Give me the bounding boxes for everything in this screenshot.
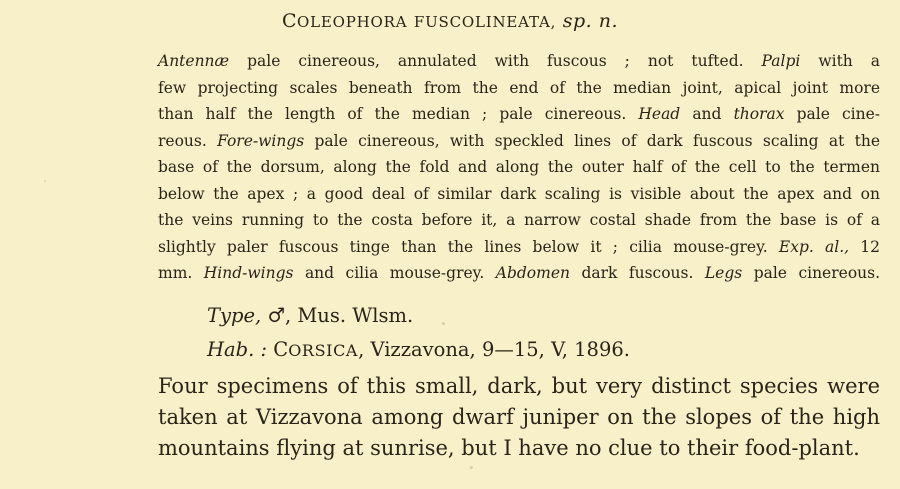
species-heading <box>0 10 900 32</box>
notes-paragraph <box>158 371 880 464</box>
description-text: base of the dorsum, along the fold and along the outer half of the cell to the termen <box>158 158 880 176</box>
italic-term: Fore-wings <box>217 131 305 150</box>
genus-rest: OLEOPHORA <box>297 13 408 31</box>
description-text: the veins running to the costa before it, a narrow costal shade from the base is of a <box>158 211 880 229</box>
italic-term: Head <box>638 105 681 123</box>
description-text: few projecting scales beneath from the end of the median joint, apical joint more <box>158 78 880 97</box>
description-line <box>158 48 880 75</box>
description-text: pale cinereous, annulated with fuscous ; not tufted. <box>229 52 762 70</box>
locality-details: , Vizzavona, 9—15, V, 1896. <box>358 338 630 361</box>
description-text: dark fuscous. <box>570 264 705 282</box>
description-text: 12 <box>849 237 881 256</box>
italic-term: Legs <box>704 264 743 282</box>
type-repository: , Mus. Wlsm. <box>284 304 414 327</box>
description-text: with a <box>800 52 880 70</box>
italic-term: Exp. al., <box>778 237 850 256</box>
type-line <box>207 304 413 327</box>
description-text: mm. <box>158 264 204 282</box>
locality-rest: ORSICA <box>288 341 359 360</box>
type-label: Type, <box>207 304 262 327</box>
paper-speck <box>44 180 46 182</box>
description-paragraph <box>158 48 880 287</box>
italic-term: Antennæ <box>158 52 230 70</box>
description-line <box>158 101 880 128</box>
description-text: pale cinereous. <box>742 264 881 282</box>
description-text: and cilia mouse-grey. <box>293 264 496 282</box>
description-text: reous. <box>158 131 218 150</box>
description-line <box>158 181 880 208</box>
genus-initial: C <box>282 10 298 32</box>
italic-term: thorax <box>733 105 785 123</box>
notes-line: taken at Vizzavona among dwarf juniper on the slopes of the high <box>158 405 880 429</box>
description-line <box>158 207 880 234</box>
paper-speck <box>470 466 473 469</box>
description-text: and <box>680 105 734 123</box>
status-label: sp. n. <box>562 10 618 32</box>
locality-initial: C <box>273 338 289 361</box>
italic-term: Abdomen <box>495 264 570 282</box>
description-line <box>158 128 880 155</box>
description-text: than half the length of the median ; pale cinereous. <box>158 105 639 123</box>
description-line <box>158 154 880 181</box>
notes-line: mountains flying at sunrise, but I have no clue to their food-plant. <box>158 436 860 460</box>
description-text: pale cine- <box>784 105 880 123</box>
species-name: FUSCOLINEATA, <box>413 13 557 31</box>
description-line <box>158 260 880 287</box>
description-text: pale cinereous, with speckled lines of dark fuscous scaling at the <box>304 131 880 150</box>
description-line <box>158 234 880 261</box>
italic-term: Hind-wings <box>203 264 294 282</box>
description-line <box>158 75 880 102</box>
notes-line: Four specimens of this small, dark, but very distinct species were <box>158 374 880 398</box>
description-text: slightly paler fuscous tinge than the lines below it ; cilia mouse-grey. <box>158 237 779 256</box>
description-text: below the apex ; a good deal of similar dark scaling is visible about the apex and on <box>158 184 880 203</box>
habitat-line <box>207 338 630 361</box>
male-symbol-icon: ♂ <box>267 304 285 327</box>
paper-speck <box>442 322 445 325</box>
italic-term: Palpi <box>761 52 801 70</box>
hab-label: Hab. : <box>207 338 268 361</box>
